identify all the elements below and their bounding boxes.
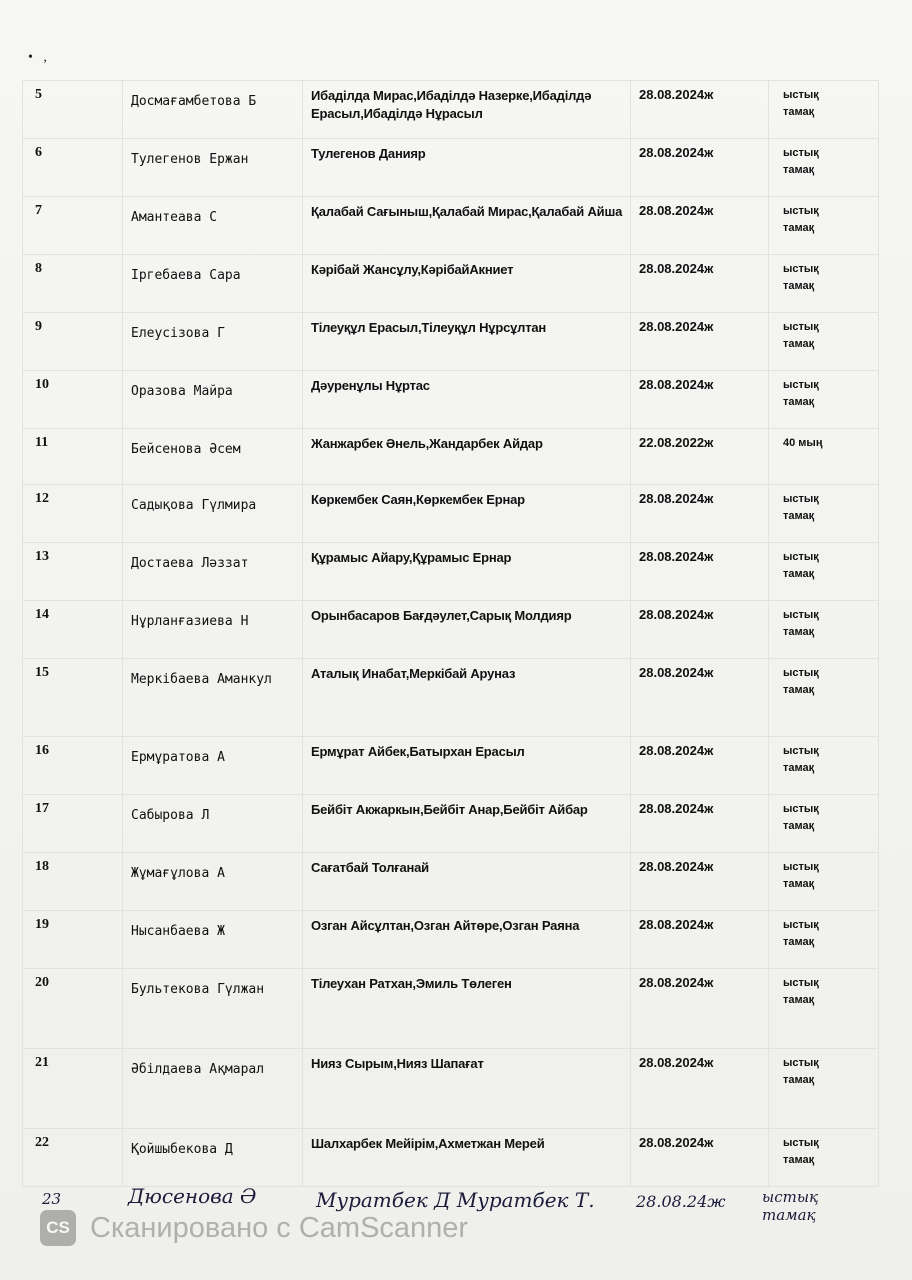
row-number: 16: [23, 737, 123, 795]
benefit-type-line: тамақ: [783, 1074, 815, 1086]
row-number: 5: [23, 81, 123, 139]
parent-name: Ермұратова А: [123, 737, 303, 795]
benefit-type-line: ыстық: [783, 609, 819, 621]
date-cell: 28.08.2024ж: [631, 853, 769, 911]
children-names: Аталық Инабат,Меркібай Аруназ: [303, 659, 631, 737]
benefit-type: [769, 429, 879, 485]
children-names: Орынбасаров Бағдәулет,Сарық Молдияр: [303, 601, 631, 659]
benefit-type: [769, 853, 879, 911]
handwritten-number: 23: [42, 1190, 62, 1208]
table-row: [23, 737, 879, 795]
benefit-type-line: ыстық: [783, 551, 819, 563]
benefit-type: [769, 543, 879, 601]
benefit-type-line: тамақ: [783, 878, 815, 890]
parent-name: Қойшыбекова Д: [123, 1129, 303, 1187]
benefit-type: [769, 255, 879, 313]
row-number: 8: [23, 255, 123, 313]
benefit-type-line: ыстық: [783, 89, 819, 101]
date-cell: 28.08.2024ж: [631, 969, 769, 1049]
children-names: Жанжарбек Әнель,Жандарбек Айдар: [303, 429, 631, 485]
date-cell: 28.08.2024ж: [631, 737, 769, 795]
row-number: 21: [23, 1049, 123, 1129]
benefit-type-line: ыстық: [783, 1057, 819, 1069]
benefit-type-line: тамақ: [783, 684, 815, 696]
benefit-type: [769, 313, 879, 371]
benefit-type-line: тамақ: [783, 994, 815, 1006]
row-number: 14: [23, 601, 123, 659]
parent-name: Нұрланғазиева Н: [123, 601, 303, 659]
table-row: [23, 429, 879, 485]
benefit-type-line: ыстық: [783, 147, 819, 159]
benefit-type: [769, 659, 879, 737]
benefit-type: [769, 911, 879, 969]
row-number: 9: [23, 313, 123, 371]
row-number: 10: [23, 371, 123, 429]
date-cell: 28.08.2024ж: [631, 911, 769, 969]
benefit-type: [769, 197, 879, 255]
parent-name: Меркібаева Аманкул: [123, 659, 303, 737]
parent-name: Әбілдаева Ақмарал: [123, 1049, 303, 1129]
children-names: Тілеуқұл Ерасыл,Тілеуқұл Нұрсұлтан: [303, 313, 631, 371]
benefit-type-line: ыстық: [783, 919, 819, 931]
benefit-type-line: тамақ: [783, 396, 815, 408]
camscanner-watermark: [40, 1208, 468, 1248]
benefit-type: [769, 1129, 879, 1187]
benefit-type-line: ыстық: [783, 861, 819, 873]
benefit-type: [769, 485, 879, 543]
benefit-type-line: тамақ: [783, 1154, 815, 1166]
children-names: Шалхарбек Мейірім,Ахметжан Мерей: [303, 1129, 631, 1187]
row-number: 17: [23, 795, 123, 853]
benefit-type-line: тамақ: [783, 626, 815, 638]
parent-name: Елеусізова Г: [123, 313, 303, 371]
children-names: Қалабай Сағыныш,Қалабай Мирас,Қалабай Айша: [303, 197, 631, 255]
parent-name: Сабырова Л: [123, 795, 303, 853]
benefit-type-line: тамақ: [783, 164, 815, 176]
parent-name: Амантеава С: [123, 197, 303, 255]
table-row: [23, 601, 879, 659]
watermark-text: Сканировано с CamScanner: [90, 1211, 469, 1244]
children-names: Сағатбай Толғанай: [303, 853, 631, 911]
parent-name: Тулегенов Ержан: [123, 139, 303, 197]
benefit-type: [769, 1049, 879, 1129]
date-cell: 28.08.2024ж: [631, 139, 769, 197]
benefit-type-line: ыстық: [783, 745, 819, 757]
table-row: [23, 139, 879, 197]
table-row: [23, 485, 879, 543]
row-number: 20: [23, 969, 123, 1049]
handwritten-parent: Дюсенова Ә: [128, 1184, 257, 1208]
benefit-type-line: тамақ: [783, 762, 815, 774]
parent-name: Достаева Ләззат: [123, 543, 303, 601]
benefit-type: [769, 795, 879, 853]
table-row: [23, 911, 879, 969]
date-cell: 28.08.2024ж: [631, 659, 769, 737]
benefit-type-line: тамақ: [783, 510, 815, 522]
date-cell: 28.08.2024ж: [631, 197, 769, 255]
date-cell: 22.08.2022ж: [631, 429, 769, 485]
row-number: 7: [23, 197, 123, 255]
children-names: Нияз Сырым,Нияз Шапағат: [303, 1049, 631, 1129]
date-cell: 28.08.2024ж: [631, 81, 769, 139]
date-cell: 28.08.2024ж: [631, 313, 769, 371]
benefit-type-line: ыстық: [783, 977, 819, 989]
date-cell: 28.08.2024ж: [631, 601, 769, 659]
benefit-type-line: 40 мың: [783, 437, 823, 449]
date-cell: 28.08.2024ж: [631, 543, 769, 601]
benefit-type-line: ыстық: [783, 1137, 819, 1149]
benefit-type: [769, 969, 879, 1049]
table-row: [23, 659, 879, 737]
table-row: [23, 795, 879, 853]
parent-name: Садықова Гүлмира: [123, 485, 303, 543]
row-number: 18: [23, 853, 123, 911]
parent-name: Бультекова Гүлжан: [123, 969, 303, 1049]
table-row: [23, 853, 879, 911]
table-row: [23, 1129, 879, 1187]
parent-name: Оразова Майра: [123, 371, 303, 429]
children-names: Дәуренұлы Нұртас: [303, 371, 631, 429]
camscanner-logo-icon: CS: [40, 1210, 76, 1246]
handwritten-type-line1: ыстық: [762, 1188, 819, 1206]
parent-name: Жұмағұлова А: [123, 853, 303, 911]
benefit-type-line: ыстық: [783, 667, 819, 679]
row-number: 22: [23, 1129, 123, 1187]
benefit-type-line: ыстық: [783, 493, 819, 505]
table-row: [23, 371, 879, 429]
row-number: 19: [23, 911, 123, 969]
parent-name: Бейсенова Әсем: [123, 429, 303, 485]
handwritten-date: 28.08.24ж: [636, 1192, 726, 1211]
benefit-type-line: тамақ: [783, 222, 815, 234]
benefit-type-line: ыстық: [783, 803, 819, 815]
row-number: 6: [23, 139, 123, 197]
table-row: [23, 197, 879, 255]
benefit-type: [769, 371, 879, 429]
table-row: [23, 255, 879, 313]
benefit-type-line: тамақ: [783, 820, 815, 832]
benefit-type-line: тамақ: [783, 280, 815, 292]
parent-name: Досмағамбетова Б: [123, 81, 303, 139]
benefit-type-line: ыстық: [783, 379, 819, 391]
table-row: [23, 969, 879, 1049]
date-cell: 28.08.2024ж: [631, 1049, 769, 1129]
benefit-type-line: тамақ: [783, 936, 815, 948]
table-row: [23, 81, 879, 139]
row-number: 13: [23, 543, 123, 601]
table-row: [23, 1049, 879, 1129]
handwritten-children: Муратбек Д Муратбек Т.: [316, 1188, 595, 1212]
parent-name: Іргебаева Сара: [123, 255, 303, 313]
handwritten-type: [762, 1188, 818, 1224]
benefit-type-line: тамақ: [783, 568, 815, 580]
benefit-type: [769, 737, 879, 795]
date-cell: 28.08.2024ж: [631, 255, 769, 313]
children-names: Ибаділда Мирас,Ибаділдә Назерке,Ибаділдә Ерасыл,Ибаділдә Нұрасыл: [303, 81, 631, 139]
benefit-type-line: тамақ: [783, 106, 815, 118]
benefit-type-line: тамақ: [783, 338, 815, 350]
benefit-type: [769, 601, 879, 659]
date-cell: 28.08.2024ж: [631, 371, 769, 429]
roster-body: [23, 81, 879, 1187]
children-names: Тілеухан Ратхан,Эмиль Төлеген: [303, 969, 631, 1049]
table-row: [23, 543, 879, 601]
benefit-type: [769, 81, 879, 139]
children-names: Озган Айсұлтан,Озган Айтөре,Озган Раяна: [303, 911, 631, 969]
scan-specks: • ,: [28, 50, 47, 65]
children-names: Ермұрат Айбек,Батырхан Ерасыл: [303, 737, 631, 795]
benefit-type: [769, 139, 879, 197]
date-cell: 28.08.2024ж: [631, 1129, 769, 1187]
row-number: 11: [23, 429, 123, 485]
benefit-type-line: ыстық: [783, 321, 819, 333]
children-names: Құрамыс Айару,Құрамыс Ернар: [303, 543, 631, 601]
benefit-type-line: ыстық: [783, 205, 819, 217]
handwritten-type-line2: тамақ: [762, 1206, 816, 1224]
children-names: Бейбіт Акжаркын,Бейбіт Анар,Бейбіт Айбар: [303, 795, 631, 853]
children-names: Тулегенов Данияр: [303, 139, 631, 197]
row-number: 12: [23, 485, 123, 543]
children-names: Кәрібай Жансұлу,КәрібайАкниет: [303, 255, 631, 313]
roster-table: [22, 80, 879, 1187]
date-cell: 28.08.2024ж: [631, 485, 769, 543]
date-cell: 28.08.2024ж: [631, 795, 769, 853]
parent-name: Нысанбаева Ж: [123, 911, 303, 969]
row-number: 15: [23, 659, 123, 737]
benefit-type-line: ыстық: [783, 263, 819, 275]
children-names: Көркембек Саян,Көркембек Ернар: [303, 485, 631, 543]
table-row: [23, 313, 879, 371]
